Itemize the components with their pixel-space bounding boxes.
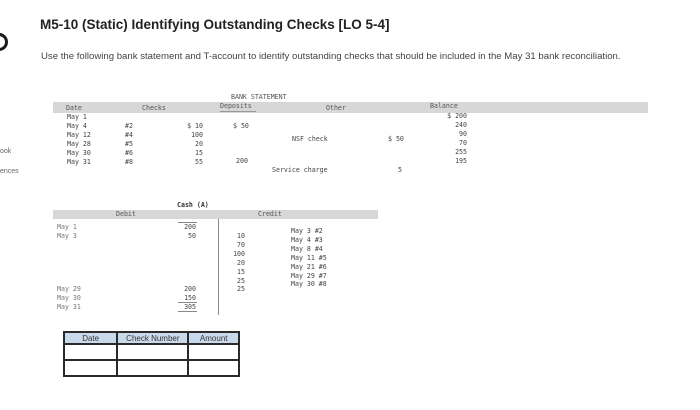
credit-reference: May 30 #8	[291, 280, 327, 289]
credit-amount: 100	[233, 249, 245, 258]
balance: 195	[455, 156, 467, 165]
answer-check-number-input[interactable]	[117, 344, 188, 360]
debit-rule-bottom	[178, 302, 197, 303]
debit-amount: 200	[184, 223, 196, 231]
statement-date: May 30	[67, 148, 91, 157]
statement-date: May 28	[67, 139, 91, 148]
answer-row	[64, 360, 239, 376]
debit-date: May 29	[57, 285, 81, 293]
statement-date: May 12	[67, 130, 91, 139]
header-date: Date	[66, 104, 82, 112]
credit-amount: 10	[237, 232, 245, 240]
credit-reference: May 29 #7	[291, 271, 327, 280]
debit-date: May 31	[57, 302, 81, 311]
debit-amount: 200	[184, 285, 196, 293]
debit-dates-bottom	[57, 285, 81, 312]
side-nav-label-references[interactable]: ences	[0, 168, 19, 175]
check-number: #8	[125, 157, 133, 166]
check-amount: 20	[195, 139, 203, 148]
check-amounts	[175, 122, 203, 167]
statement-dates	[67, 113, 91, 166]
t-account-divider	[218, 219, 219, 315]
statement-date: May 31	[67, 157, 91, 166]
deposits-underline	[220, 111, 256, 112]
check-number: #5	[125, 139, 133, 148]
answer-date-input[interactable]	[64, 360, 117, 376]
debit-amount: 305	[184, 302, 196, 311]
credit-reference: May 8 #4	[291, 244, 323, 253]
check-number: #4	[125, 130, 133, 139]
credit-references	[291, 227, 327, 289]
answer-header-amount: Amount	[188, 332, 239, 344]
answer-row	[64, 344, 239, 360]
debit-date: May 3	[57, 231, 77, 240]
check-amount: 15	[195, 148, 203, 157]
balance: 90	[459, 129, 467, 138]
check-amount: 55	[195, 157, 203, 166]
debit-date: May 1	[57, 223, 77, 231]
check-amount: 100	[191, 130, 203, 139]
side-nav-label-book[interactable]: ook	[0, 148, 12, 155]
check-number: #6	[125, 148, 133, 157]
t-account-credit-label: Credit	[258, 210, 282, 218]
back-arrow-icon[interactable]	[0, 33, 8, 51]
credit-amount: 25	[237, 276, 245, 285]
other-service-charge: Service charge	[272, 166, 328, 174]
answer-amount-input[interactable]	[188, 344, 239, 360]
check-amount: $ 10	[187, 122, 203, 130]
other-nsf-check: NSF check	[292, 135, 328, 143]
credit-reference: May 21 #6	[291, 262, 327, 271]
check-numbers	[125, 122, 133, 167]
balance: $ 200	[447, 112, 467, 120]
page-title: M5-10 (Static) Identifying Outstanding Checks [LO 5-4]	[40, 17, 390, 32]
credit-reference: May 3 #2	[291, 227, 323, 235]
credit-reference: May 4 #3	[291, 235, 323, 244]
credit-amount: 25	[237, 285, 245, 294]
t-account-debit-label: Debit	[116, 210, 136, 218]
header-other: Other	[326, 104, 346, 112]
debit-date: May 30	[57, 293, 81, 302]
header-deposits: Deposits	[220, 102, 252, 110]
balances	[433, 112, 467, 165]
statement-date: May 4	[67, 121, 87, 130]
debit-rule-top	[178, 222, 197, 223]
check-number: #2	[125, 122, 133, 130]
balance: 240	[455, 120, 467, 129]
debit-amounts-bottom	[176, 285, 196, 312]
statement-heading: BANK STATEMENT	[231, 93, 287, 101]
t-account-header-band	[53, 210, 378, 219]
debit-amount: 50	[188, 231, 196, 240]
debit-dates-top	[57, 223, 77, 241]
instructions-text: Use the following bank statement and T-account to identify outstanding checks that should be included in the May 31 bank reconciliation.	[41, 51, 621, 62]
credit-amount: 15	[237, 267, 245, 276]
statement-date: May 1	[67, 113, 87, 121]
t-account-title: Cash (A)	[177, 201, 209, 209]
debit-amount: 150	[184, 293, 196, 302]
answer-amount-input[interactable]	[188, 360, 239, 376]
answer-header-row	[64, 332, 239, 344]
credit-reference: May 11 #5	[291, 253, 327, 262]
other-amount-service: 5	[398, 166, 402, 174]
answer-date-input[interactable]	[64, 344, 117, 360]
outstanding-checks-table	[63, 331, 240, 377]
deposit-1: $ 50	[233, 122, 249, 130]
header-balance: Balance	[430, 102, 458, 110]
debit-amounts-top	[176, 223, 196, 241]
debit-rule-double	[178, 311, 197, 312]
credit-amount: 70	[237, 240, 245, 249]
answer-check-number-input[interactable]	[117, 360, 188, 376]
credit-amounts	[227, 232, 245, 294]
deposit-2: 200	[236, 157, 248, 165]
other-amount-nsf: $ 50	[388, 135, 404, 143]
answer-header-date: Date	[64, 332, 117, 344]
credit-amount: 20	[237, 258, 245, 267]
balance: 70	[459, 138, 467, 147]
header-checks: Checks	[142, 104, 166, 112]
balance: 255	[455, 147, 467, 156]
answer-header-check-number: Check Number	[117, 332, 188, 344]
